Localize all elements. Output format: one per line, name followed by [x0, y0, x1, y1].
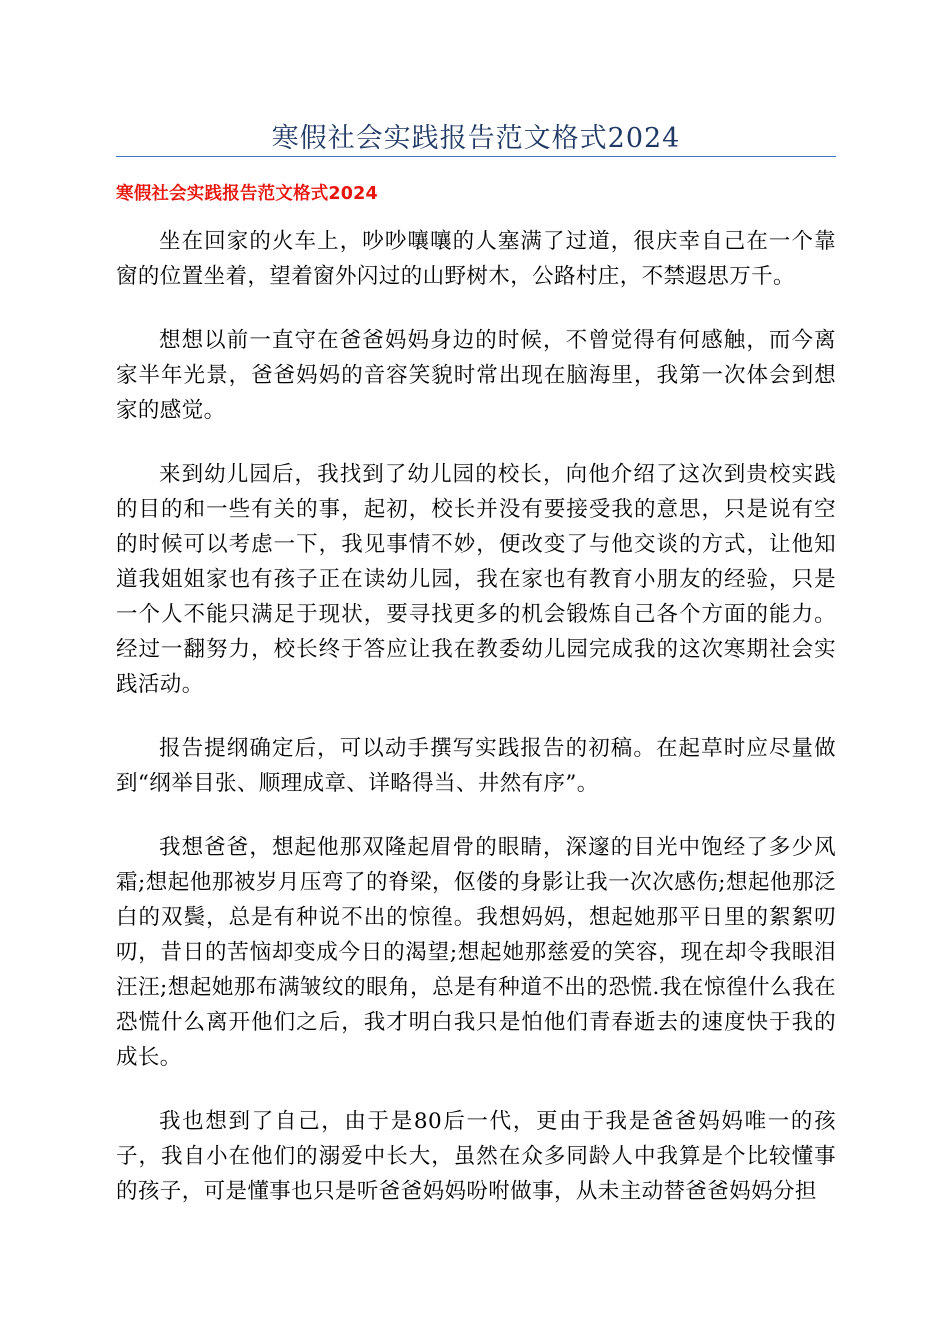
document-body — [116, 224, 836, 1238]
paragraph: 我也想到了自己，由于是80后一代，更由于我是爸爸妈妈唯一的孩子，我自小在他们的溺爱中长大，虽然在众多同龄人中我算是个比较懂事的孩子，可是懂事也只是听爸爸妈妈吩咐做事，从未主动替爸爸妈妈分担 — [116, 1109, 836, 1204]
paragraph: 坐在回家的火车上，吵吵嚷嚷的人塞满了过道，很庆幸自己在一个靠窗的位置坐着，望着窗外闪过的山野树木，公路村庄，不禁遐思万千。 — [116, 229, 836, 289]
paragraph: 来到幼儿园后，我找到了幼儿园的校长，向他介绍了这次到贵校实践的目的和一些有关的事，起初，校长并没有要接受我的意思，只是说有空的时候可以考虑一下，我见事情不妙，便改变了与他交谈的方式，让他知道我姐姐家也有孩子正在读幼儿园，我在家也有教育小朋友的经验，只是一个人不能只满足于现状，要寻找更多的机会锻炼自己各个方面的能力。经过一翻努力，校长终于答应让我在教委幼儿园完成我的这次寒期社会实践活动。 — [116, 462, 836, 697]
paragraph: 我想爸爸，想起他那双隆起眉骨的眼睛，深邃的目光中饱经了多少风霜;想起他那被岁月压弯了的脊梁，伛偻的身影让我一次次感伤;想起他那泛白的双鬓，总是有种说不出的惊徨。我想妈妈，想起她那平日里的絮絮叨叨，昔日的苦恼却变成今日的渴望;想起她那慈爱的笑容，现在却令我眼泪汪汪;想起她那布满皱纹的眼角，总是有种道不出的恐慌.我在惊徨什么我在恐慌什么离开他们之后，我才明白我只是怕他们青春逝去的速度快于我的成长。 — [116, 835, 836, 1070]
document-heading: 寒假社会实践报告范文格式2024 — [116, 184, 378, 204]
header-title: 寒假社会实践报告范文格式2024 — [271, 123, 681, 154]
paragraph: 想想以前一直守在爸爸妈妈身边的时候，不曾觉得有何感触，而今离家半年光景，爸爸妈妈的音容笑貌时常出现在脑海里，我第一次体会到想家的感觉。 — [116, 328, 836, 423]
page-header — [116, 108, 836, 157]
paragraph: 报告提纲确定后，可以动手撰写实践报告的初稿。在起草时应尽量做到“纲举目张、顺理成章、详略得当、井然有序”。 — [116, 736, 836, 796]
